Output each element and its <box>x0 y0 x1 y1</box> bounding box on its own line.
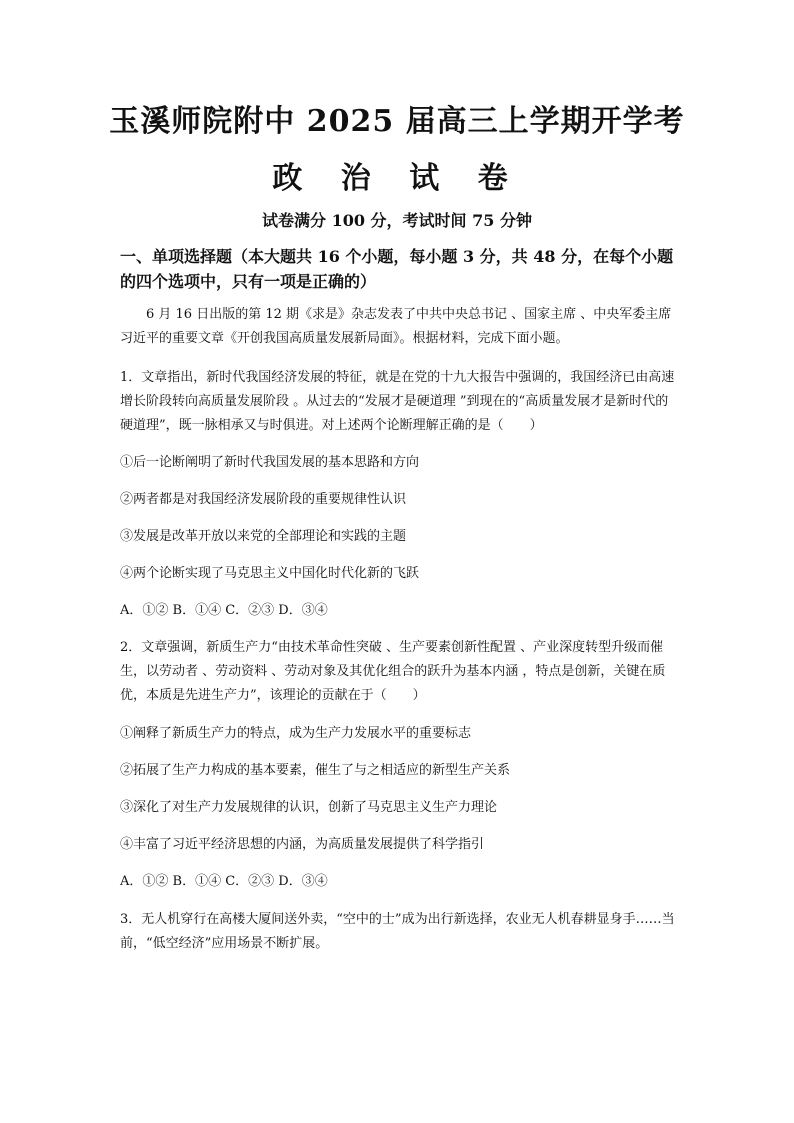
exam-info: 试卷满分 100 分，考试时间 75 分钟 <box>262 211 532 230</box>
exam-title: 玉溪师院附中 2025 届高三上学期开学考 <box>109 104 685 139</box>
question-2-option-1: ①阐释了新质生产力的特点，成为生产力发展水平的重要标志 <box>120 726 472 741</box>
question-1-stem: 1．文章指出，新时代我国经济发展的特征，就是在党的十九大报告中强调的，我国经济已由高速增长阶段转向高质量发展阶段 。从过去的“发展才是硬道理 ”到现在的“高质量发展才是新时代的硬道理”，既一脉相承又与时俱进。对上述两个论断理解正确的是（ ） <box>120 370 675 433</box>
question-1-option-4: ④两个论断实现了马克思主义中国化时代化新的飞跃 <box>120 566 420 581</box>
question-1-choices: A．①② B．①④ C．②③ D．③④ <box>120 603 328 618</box>
question-2-option-2: ②拓展了生产力构成的基本要素，催生了与之相适应的新型生产关系 <box>120 763 511 778</box>
subject-title: 政 治 试 卷 <box>272 161 522 196</box>
question-1-option-1: ①后一论断阐明了新时代我国发展的基本思路和方向 <box>120 455 420 470</box>
question-1-option-3: ③发展是改革开放以来党的全部理论和实践的主题 <box>120 529 407 544</box>
question-1-option-2: ②两者都是对我国经济发展阶段的重要规律性认识 <box>120 492 407 507</box>
question-2-choices: A．①② B．①④ C．②③ D．③④ <box>120 874 328 889</box>
question-3-stem: 3．无人机穿行在高楼大厦间送外卖，“空中的士”成为出行新选择，农业无人机春耕显身手……当前，“低空经济”应用场景不断扩展。 <box>120 912 675 951</box>
material-paragraph: 6 月 16 日出版的第 12 期《求是》杂志发表了中共中央总书记 、国家主席 、中央军委主席习近平的重要文章《开创我国高质量发展新局面》。根据材料，完成下面小题。 <box>120 307 672 346</box>
question-2-option-4: ④丰富了习近平经济思想的内涵，为高质量发展提供了科学指引 <box>120 837 485 852</box>
question-2-stem: 2．文章强调，新质生产力“由技术革命性突破 、生产要素创新性配置 、产业深度转型升级而催生，以劳动者 、劳动资料 、劳动对象及其优化组合的跃升为基本内涵 ，特点是创新，关键在质优，本质是先进生产力”，该理论的贡献在于（ ） <box>120 640 666 703</box>
question-2-option-3: ③深化了对生产力发展规律的认识，创新了马克思主义生产力理论 <box>120 800 498 815</box>
section-heading: 一、单项选择题（本大题共 16 个小题，每小题 3 分，共 48 分，在每个小题的四个选项中，只有一项是正确的） <box>120 247 674 291</box>
